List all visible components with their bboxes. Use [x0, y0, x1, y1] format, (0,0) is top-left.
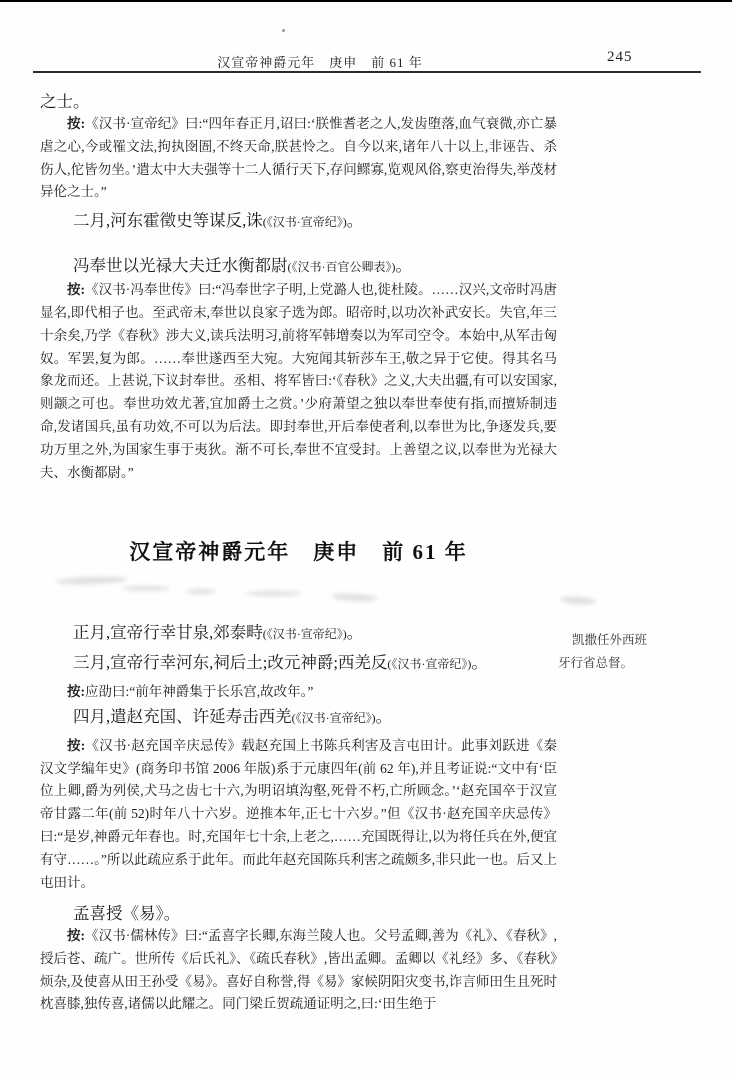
- entry-january: [40, 621, 557, 646]
- entry-april: [40, 705, 557, 730]
- pencil-smudge: [332, 593, 377, 602]
- entry-tail: 。: [375, 706, 393, 726]
- note-text: 《汉书·宣帝纪》曰:“四年春正月,诏曰:‘朕惟耆老之人,发齿堕落,血气衰微,亦亡暴虐之心,今或罹文法,拘执囹圄,不终天命,朕甚怜之。自今以来,诸年八十以上,非诬告、杀伤人,佗皆勿坐。’遣太中大夫强等十二人循行天下,存问鳏寡,览观风俗,察吏治得失,举茂材异伦之士。”: [40, 116, 558, 200]
- entry-tail: 。: [471, 653, 488, 672]
- note-label: 按:: [67, 737, 86, 753]
- section-shenjue-1: [40, 621, 557, 895]
- entry-mengxi: [40, 902, 557, 925]
- entry-march: [40, 651, 557, 676]
- entry-text: 孟喜授《易》。: [73, 904, 181, 923]
- entry-fengfengshi: [40, 254, 557, 279]
- margin-annotation-line: 凯撒任外西班: [572, 633, 648, 647]
- source-citation: (《汉书·宣帝纪》): [262, 215, 347, 230]
- source-citation: (《汉书·宣帝纪》): [291, 710, 376, 725]
- source-citation: (《汉书·百官公卿表》): [287, 260, 396, 275]
- pencil-smudge: [186, 589, 216, 594]
- entry-text: 正月,宣帝行幸甘泉,郊泰畤: [73, 623, 263, 642]
- entry-continuation: 之士。: [40, 92, 90, 111]
- entry-text: 冯奉世以光禄大夫迁水衡都尉: [73, 256, 288, 276]
- note-text: 应劭曰:“前年神爵集于长乐宫,故改年。”: [85, 684, 314, 699]
- margin-annotation-line: 牙行省总督。: [558, 655, 634, 670]
- note-text: 《汉书·儒林传》曰:“孟喜字长卿,东海兰陵人也。父号孟卿,善为《礼》、《春秋》,授后苍、疏广。世所传《后氏礼》、《疏氏春秋》,皆出孟卿。孟卿以《礼经》多、《春秋》烦杂,及使喜从田王孙受《易》。喜好自称誉,得《易》家候阴阳灾变书,诈言师田生且死时枕喜膝,独传喜,诸儒以此耀之。同门梁丘贺疏通证明之,曰:‘田生绝于: [40, 928, 557, 1012]
- source-citation: (《汉书·宣帝纪》): [262, 627, 347, 641]
- note-label: 按:: [67, 684, 85, 699]
- scan-border-line: [0, 0, 732, 2]
- entry-text: 四月,遣赵充国、许延寿击西羌: [73, 706, 292, 726]
- section-yuankang-4: [40, 90, 557, 484]
- pencil-smudge: [246, 591, 301, 596]
- note-label: 按:: [67, 282, 86, 298]
- entry-tail: 。: [346, 211, 364, 231]
- note-label: 按:: [67, 928, 86, 943]
- entry-text: 三月,宣帝行幸河东,祠后土;改元神爵;西羌反: [73, 653, 388, 672]
- header-rule: [33, 71, 701, 73]
- page-number: 245: [607, 49, 633, 65]
- pencil-smudge: [122, 586, 170, 591]
- note-paragraph-fengfengshi: [40, 279, 557, 484]
- running-head: 汉宣帝神爵元年 庚申 前 61 年: [217, 55, 423, 70]
- pencil-smudge: [560, 596, 596, 605]
- entry-text: 二月,河东霍徵史等谋反,诛: [73, 211, 263, 231]
- entry-tail: 。: [346, 623, 364, 642]
- entry-february: [40, 209, 557, 234]
- entry-tail: 。: [395, 256, 412, 276]
- source-citation: (《汉书·宣帝纪》): [387, 657, 472, 671]
- note-paragraph-zhaochongguo: [40, 735, 557, 895]
- year-heading: 汉宣帝神爵元年 庚申 前 61 年: [129, 540, 468, 564]
- note-paragraph-xuandiji: [40, 113, 557, 204]
- note-paragraph-yingshao: [40, 681, 557, 704]
- scan-speck: [282, 29, 285, 32]
- margin-annotation: [558, 629, 708, 674]
- pencil-smudge: [56, 576, 128, 586]
- note-text: 《汉书·冯奉世传》曰:“冯奉世字子明,上党潞人也,徙杜陵。……汉兴,文帝时冯唐显名,即代相子也。至武帝末,奉世以良家子选为郎。昭帝时,以功次补武安长。失官,年三十余矣,乃学《春秋》涉大义,读兵法明习,前将军韩增奏以为军司空令。本始中,从军击匈奴。军罢,复为郎。……奉世遂西至大宛。大宛闻其斩莎车王,敬之异于它使。得其名马象龙而还。上甚说,下议封奉世。丞相、将军皆曰:‘《春秋》之义,大夫出疆,有可以安国家,则颛之可也。奉世功效尤著,宜加爵士之赏。’少府萧望之独以奉世奉使有指,而擅矫制违命,发诸国兵,虽有功效,不可以为后法。即封奉世,开后奉使者利,以奉世为比,争逐发兵,要功万里之外,为国家生事于夷狄。渐不可长,奉世不宜受封。上善望之议,以奉世为光禄大夫、水衡都尉。”: [40, 282, 557, 480]
- note-label: 按:: [67, 116, 86, 131]
- note-paragraph-rulin: [40, 925, 557, 1016]
- note-text: 《汉书·赵充国辛庆忌传》载赵充国上书陈兵利害及言屯田计。此事刘跃进《秦汉文学编年史》(商务印书馆 2006 年版)系于元康四年(前 62 年),并且考证说:“文中有‘臣位上卿,爵为列侯,犬马之齿七十六,为明诏填沟壑,死骨不朽,亡所顾念。’‘赵充国卒于汉宣帝甘露二年(前 52)时年八十六岁。逆推本年,正七十六岁。”但《汉书·赵充国辛庆忌传》曰:“是岁,神爵元年春也。时,充国年七十余,上老之,……充国既得让,以为将任兵在外,便宜有守……。”所以此疏应系于此年。而此年赵充国陈兵利害之疏颇多,非只此一也。后又上屯田计。: [40, 737, 557, 890]
- section-mengxi: [40, 902, 557, 1016]
